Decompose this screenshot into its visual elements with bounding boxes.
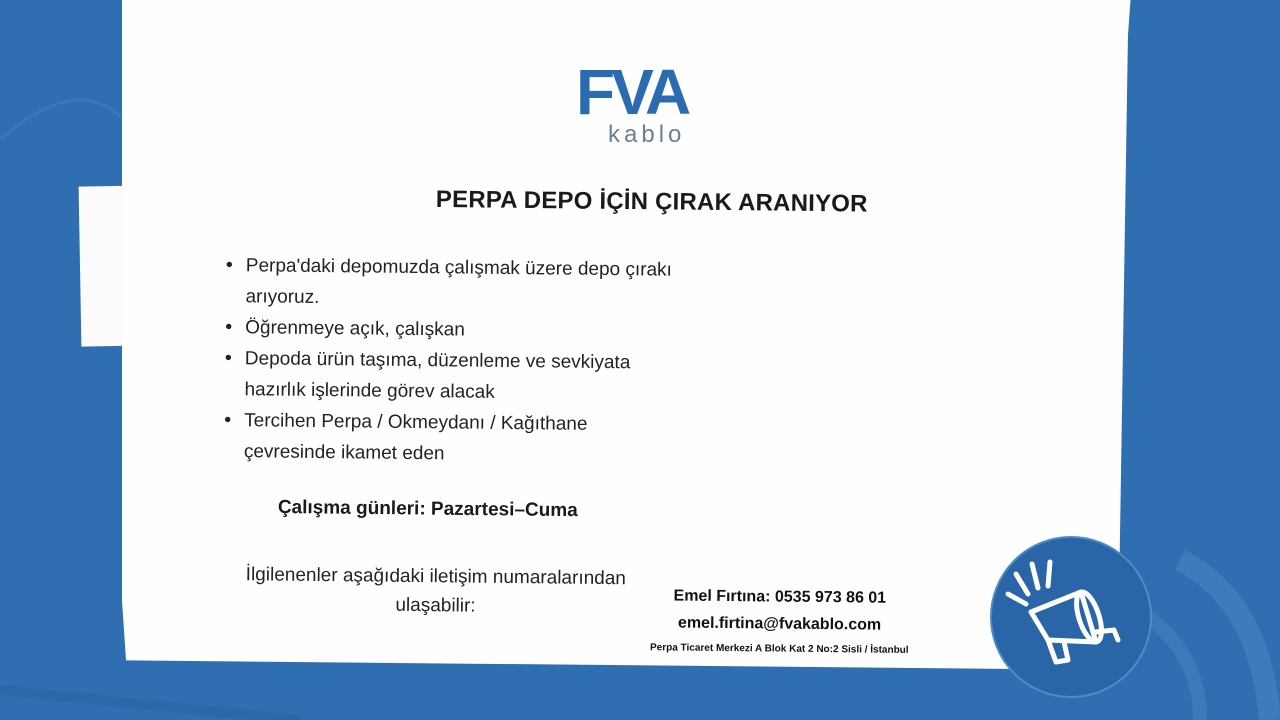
logo-brand: FVA [576, 60, 688, 128]
list-item: • Öğrenmeye açık, çalışkan [225, 312, 685, 348]
contact-email: emel.firtina@fvakablo.com [677, 614, 882, 634]
list-item: • Depoda ürün taşıma, düzenleme ve sevkiyata hazırlık işlerinde görev alacak [224, 343, 685, 410]
contact-phone: Emel Fırtına: 0535 973 86 01 [673, 587, 887, 607]
list-item: • Tercihen Perpa / Okmeydanı / Kağıthane çevresinde ikamet eden [224, 405, 685, 472]
fva-logo-mark [576, 60, 706, 145]
work-days: Çalışma günleri: Pazartesi–Cuma [277, 497, 578, 522]
contact-block [629, 583, 930, 660]
company-logo [576, 60, 706, 150]
interest-text: İlgilenenler aşağıdaki iletişim numaralarından ulaşabilir: [245, 564, 627, 617]
megaphone-icon [986, 532, 1156, 702]
list-item: • Perpa'daki depomuzda çalışmak üzere depo çırakı arıyoruz. [225, 250, 686, 317]
requirements-list [224, 250, 686, 472]
logo-sub: kablo [608, 121, 686, 145]
contact-address: Perpa Ticaret Merkezi A Blok Kat 2 No:2 Sisli / İstanbul [649, 642, 909, 656]
page-title: PERPA DEPO İÇİN ÇIRAK ARANIYOR [435, 186, 868, 218]
